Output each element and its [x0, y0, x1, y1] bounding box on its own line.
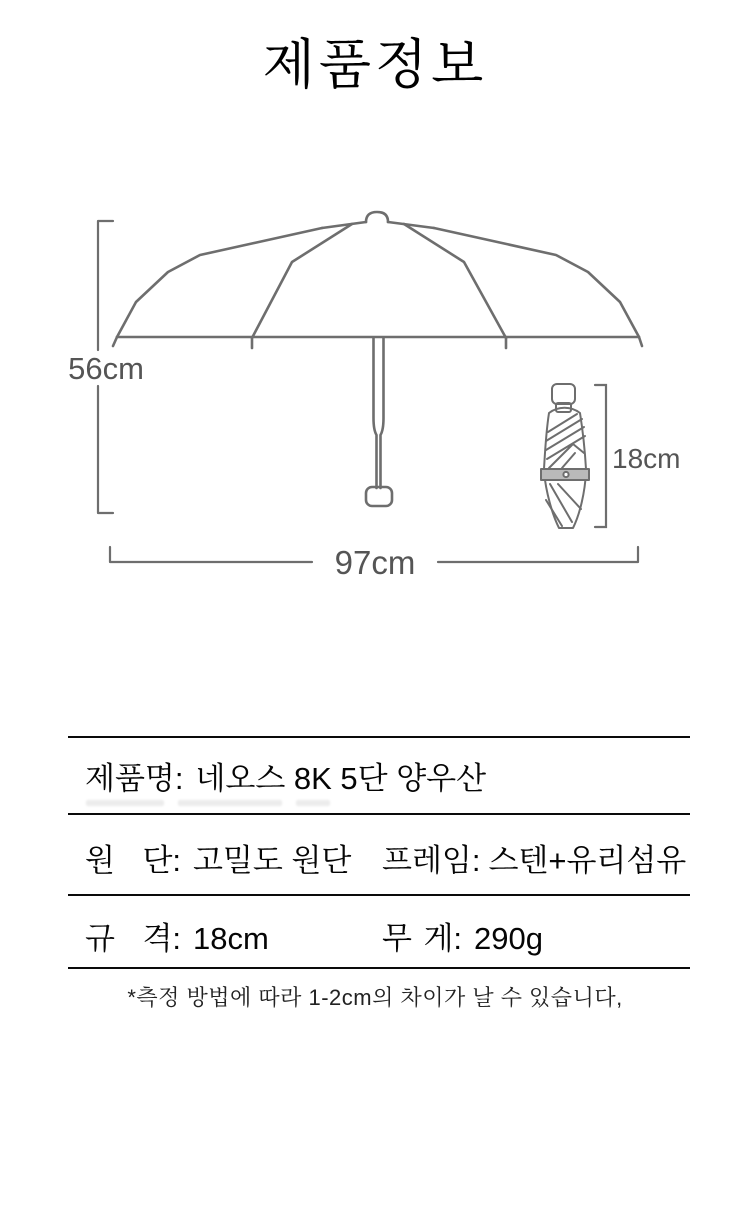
frame-label: 프레임:	[382, 843, 481, 878]
table-row	[85, 835, 351, 880]
strap-button	[563, 472, 568, 477]
table-rule-2	[68, 813, 690, 815]
erased-text-artifact	[86, 800, 330, 806]
folded-measure-bracket	[595, 385, 606, 527]
canopy-left-edge	[117, 228, 322, 337]
fabric-label: 원 단:	[85, 843, 181, 878]
height-measure-label: 56cm	[68, 351, 144, 386]
folded-handle	[552, 384, 575, 404]
folded-umbrella	[541, 384, 589, 528]
top-knob	[366, 212, 388, 222]
open-umbrella	[113, 212, 642, 506]
table-row	[382, 913, 543, 958]
page-title: 제품정보	[262, 35, 488, 95]
size-label: 규 격:	[85, 921, 181, 956]
umbrella-handle	[366, 487, 392, 506]
size-value: 18cm	[193, 921, 269, 956]
measurement-note: *측정 방법에 따라 1-2cm의 차이가 날 수 있습니다,	[127, 985, 623, 1010]
table-row	[85, 753, 486, 798]
product-name-label: 제품명:	[85, 761, 184, 796]
canopy-right-edge	[434, 228, 639, 337]
weight-label: 무 게:	[382, 921, 462, 956]
folded-measure-label: 18cm	[612, 443, 681, 474]
canopy-top-edge	[322, 222, 434, 228]
table-row	[382, 835, 686, 880]
table-rule-bottom	[68, 967, 690, 969]
product-name-value: 네오스 8K 5단 양우산	[195, 761, 487, 796]
fabric-value: 고밀도 원단	[193, 843, 352, 878]
width-measure-label: 97cm	[334, 544, 416, 581]
canopy-tip-spurs	[113, 337, 642, 348]
umbrella-shaft	[374, 338, 384, 488]
table-row	[85, 913, 269, 958]
frame-value: 스텐+유리섬유	[488, 843, 687, 878]
table-rule-3	[68, 894, 690, 896]
weight-value: 290g	[474, 921, 543, 956]
table-rule-top	[68, 736, 690, 738]
folded-fabric-folds-upper	[546, 414, 585, 468]
